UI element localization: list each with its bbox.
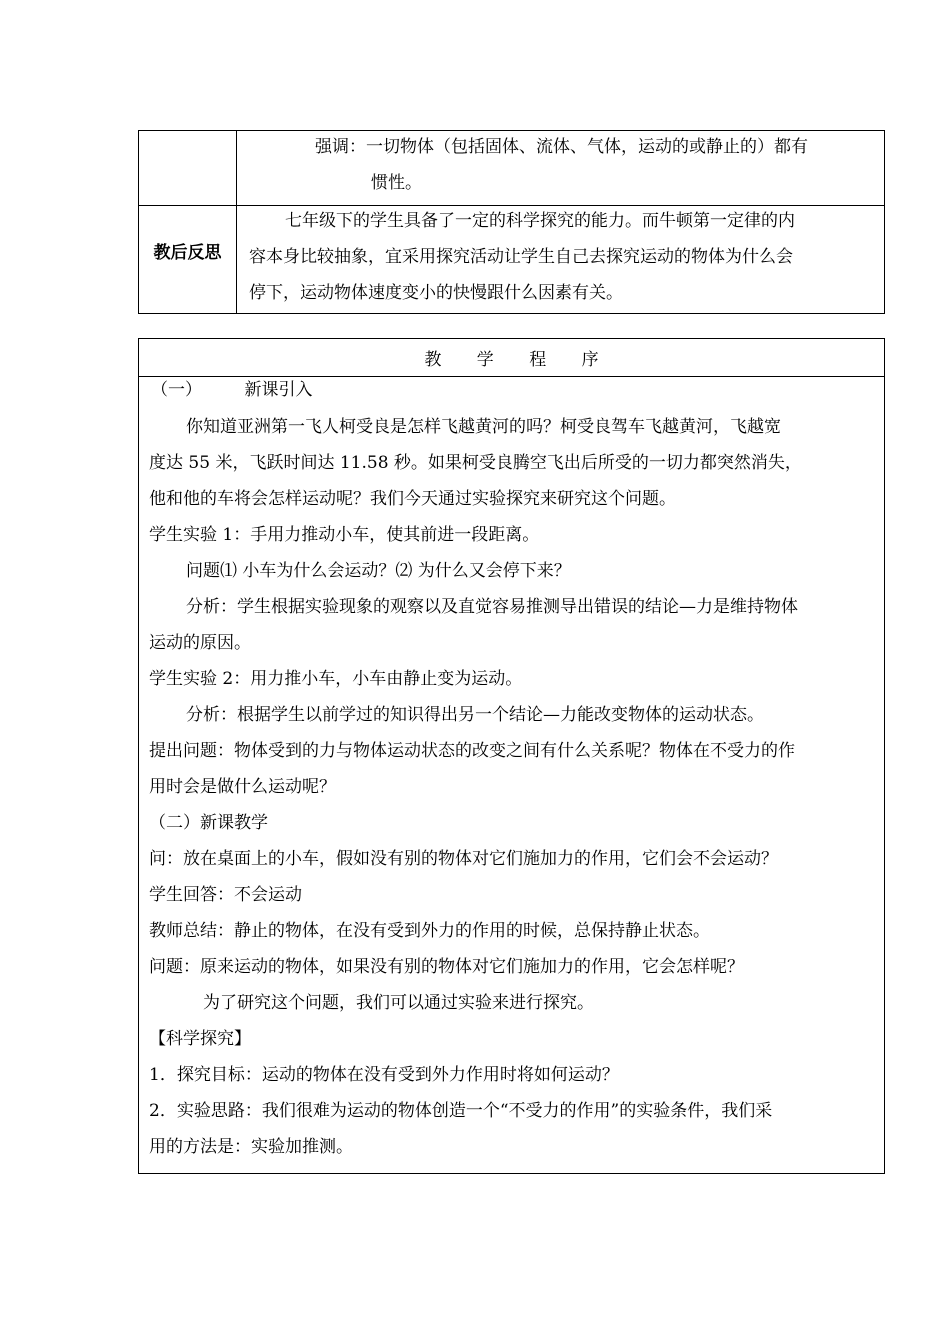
reflection-line-2: 容本身比较抽象，宜采用探究活动让学生自己去探究运动的物体为什么会	[249, 247, 793, 267]
experiment-2: 学生实验 2：用力推小车，小车由静止变为运动。	[149, 669, 523, 689]
paragraph-line: 他和他的车将会怎样运动呢？我们今天通过实验探究来研究这个问题。	[149, 489, 676, 509]
question-line: 问：放在桌面上的小车，假如没有别的物体对它们施加力的作用，它们会不会运动？	[149, 849, 778, 869]
emphasis-line-2: 惯性。	[371, 173, 422, 193]
paragraph-line: 度达 55 米，飞跃时间达 11.58 秒。如果柯受良腾空飞出后所受的一切力都突然消失，	[149, 453, 802, 473]
emphasis-line-1: 强调：一切物体（包括固体、流体、气体，运动的或静止的）都有	[315, 137, 808, 157]
inquiry-goal: 1．探究目标：运动的物体在没有受到外力作用时将如何运动？	[149, 1065, 619, 1085]
inquiry-idea: 2．实验思路：我们很难为运动的物体创造一个“不受力的作用”的实验条件，我们采	[149, 1101, 773, 1121]
reflection-line-3: 停下，运动物体速度变小的快慢跟什么因素有关。	[249, 283, 623, 303]
column-divider	[236, 131, 237, 313]
analysis-line: 分析：根据学生以前学过的知识得出另一个结论—力能改变物体的运动状态。	[186, 705, 764, 725]
section-new-lesson-title: （二）新课教学	[149, 813, 268, 833]
paragraph-line: 为了研究这个问题，我们可以通过实验来进行探究。	[203, 993, 594, 1013]
row-divider	[139, 205, 884, 206]
reflection-label: 教后反思	[153, 243, 222, 263]
reflection-table	[138, 130, 885, 314]
summary-line: 教师总结：静止的物体，在没有受到外力的作用的时候，总保持静止状态。	[149, 921, 710, 941]
section-intro-title: （一） 新课引入	[151, 380, 313, 400]
teaching-procedure-table	[138, 338, 885, 1174]
header-divider	[139, 376, 884, 377]
inquiry-idea: 用的方法是：实验加推测。	[149, 1137, 353, 1157]
analysis-line: 分析：学生根据实验现象的观察以及直觉容易推测导出错误的结论—力是维持物体	[186, 597, 798, 617]
question-line: 用时会是做什么运动呢？	[149, 777, 336, 797]
table-header: 教 学 程 序	[424, 350, 599, 370]
question-line: 问题：原来运动的物体，如果没有别的物体对它们施加力的作用，它会怎样呢？	[149, 957, 744, 977]
experiment-1: 学生实验 1：手用力推动小车，使其前进一段距离。	[149, 525, 540, 545]
inquiry-title: 【科学探究】	[149, 1029, 251, 1049]
paragraph-line: 你知道亚洲第一飞人柯受良是怎样飞越黄河的吗？柯受良驾车飞越黄河，飞越宽	[186, 417, 781, 437]
question-line: 问题⑴ 小车为什么会运动？⑵ 为什么又会停下来？	[186, 561, 571, 581]
reflection-line-1: 七年级下的学生具备了一定的科学探究的能力。而牛顿第一定律的内	[285, 211, 795, 231]
analysis-line: 运动的原因。	[149, 633, 251, 653]
answer-line: 学生回答：不会运动	[149, 885, 302, 905]
question-line: 提出问题：物体受到的力与物体运动状态的改变之间有什么关系呢？物体在不受力的作	[149, 741, 795, 761]
